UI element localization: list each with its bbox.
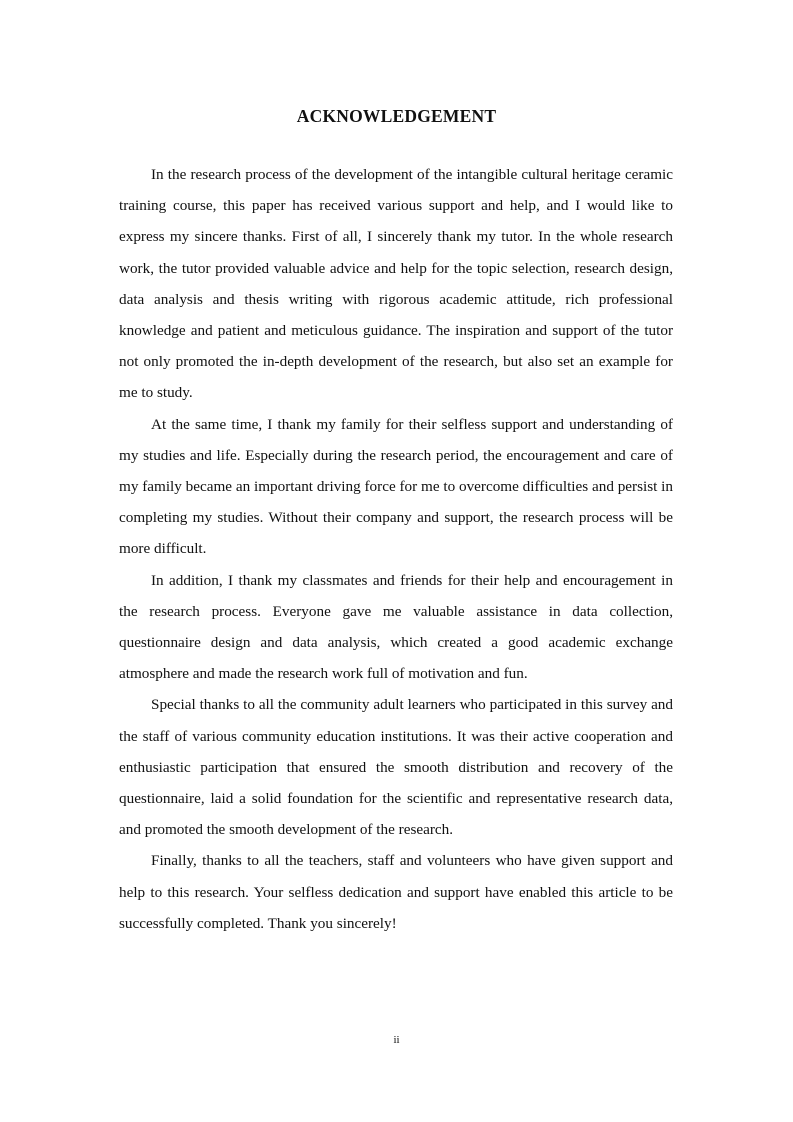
page-title: ACKNOWLEDGEMENT <box>296 106 497 126</box>
paragraph-community-thanks: Special thanks to all the community adult learners who participated in this survey and the staff of various community education institutions. It was their active cooperation and enthusiastic participation that ensured the smooth distribution and recovery of the questionnaire, laid a solid foundation for the scientific and representative research data, and promoted the smooth development of the research. <box>119 696 673 839</box>
paragraph-tutor-thanks: In the research process of the development of the intangible cultural heritage ceramic training course, this paper has received various support and help, and I would like to express my sincere thanks. First of all, I sincerely thank my tutor. In the whole research work, the tutor provided valuable advice and help for the topic selection, research design, data analysis and thesis writing with rigorous academic attitude, rich professional knowledge and patient and meticulous guidance. The inspiration and support of the tutor not only promoted the in-depth development of the research, but also set an example for me to study. <box>119 166 673 402</box>
paragraph-family-thanks: At the same time, I thank my family for their selfless support and understanding of my studies and life. Especially during the research period, the encouragement and care of my family became an important driving force for me to overcome difficulties and persist in completing my studies. Without their company and support, the research process will be more difficult. <box>119 415 673 558</box>
acknowledgement-body <box>119 159 673 939</box>
paragraph-final-thanks: Finally, thanks to all the teachers, staff and volunteers who have given support and help to this research. Your selfless dedication and support have enabled this article to be successfully completed. Thank you sincerely! <box>119 852 673 932</box>
paragraph-classmates-thanks: In addition, I thank my classmates and friends for their help and encouragement in the research process. Everyone gave me valuable assistance in data collection, questionnaire design and data analysis, which created a good academic exchange atmosphere and made the research work full of motivation and fun. <box>119 571 673 683</box>
page-number: ii <box>393 1034 400 1046</box>
